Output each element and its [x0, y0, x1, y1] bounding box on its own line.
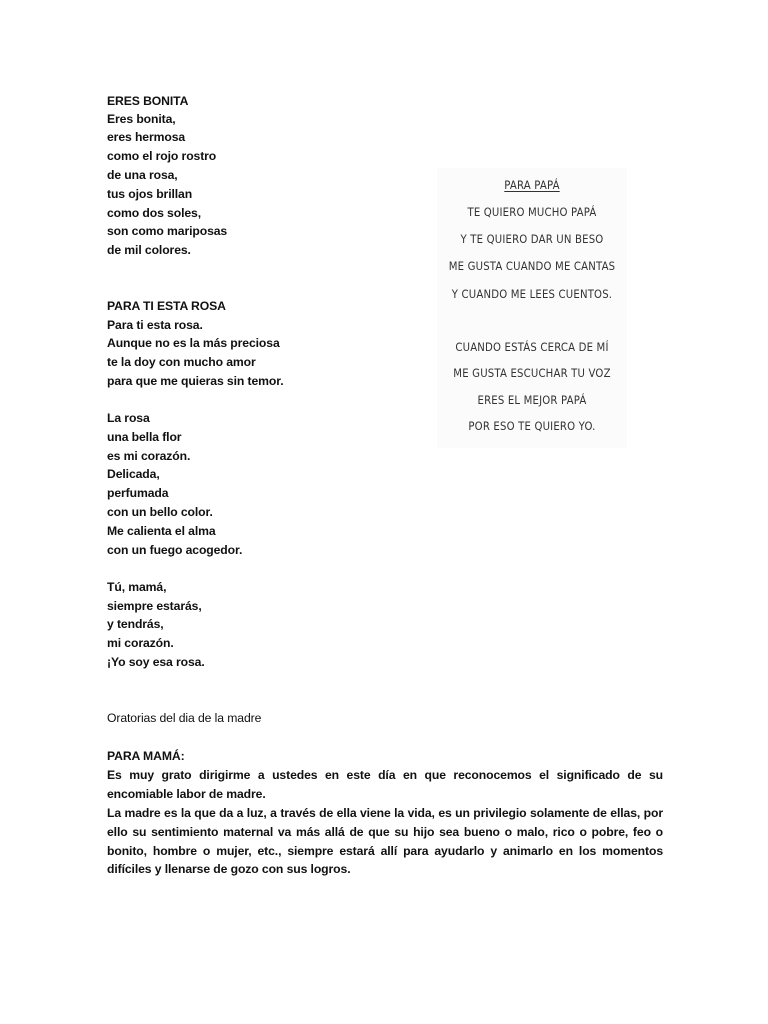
papa-line: ERES EL MEJOR PAPÁ — [477, 393, 587, 407]
papa-line: POR ESO TE QUIERO YO. — [468, 419, 596, 433]
paragraph: Es muy grato dirigirme a ustedes en este día en que reconocemos el significado de su encomiable labor de madre. — [107, 768, 663, 801]
poem-line: eres hermosa — [107, 130, 186, 144]
poem-line: perfumada — [107, 486, 169, 500]
poem-line: Para ti esta rosa. — [107, 318, 203, 332]
section-heading: Oratorias del dia de la madre — [107, 711, 262, 725]
poem-line: y tendrás, — [107, 617, 164, 631]
poem-line: como dos soles, — [107, 206, 201, 220]
poem-line: como el rojo rostro — [107, 149, 217, 163]
poem-line: ¡Yo soy esa rosa. — [107, 655, 205, 669]
poem-line: te la doy con mucho amor — [107, 355, 256, 369]
poem-line: La rosa — [107, 411, 150, 425]
poem-title: ERES BONITA — [107, 94, 189, 108]
poem-line: Aunque no es la más preciosa — [107, 336, 280, 350]
poem-line: con un bello color. — [107, 505, 213, 519]
poem-line: Tú, mamá, — [107, 580, 167, 594]
papa-title: PARA PAPÁ — [504, 178, 560, 192]
papa-line: ME GUSTA ESCUCHAR TU VOZ — [453, 366, 611, 380]
poem-line: son como mariposas — [107, 224, 228, 238]
poem-line: de una rosa, — [107, 168, 178, 182]
papa-line: ME GUSTA CUANDO ME CANTAS — [448, 259, 616, 273]
poem-line: siempre estarás, — [107, 599, 202, 613]
papa-line: Y CUANDO ME LEES CUENTOS. — [451, 287, 613, 301]
papa-line: TE QUIERO MUCHO PAPÁ — [467, 205, 597, 219]
poem-line: una bella flor — [107, 430, 182, 444]
poem-line: Eres bonita, — [107, 112, 176, 126]
poem-title: PARA TI ESTA ROSA — [107, 299, 226, 313]
poem-line: Me calienta el alma — [107, 524, 216, 538]
poem-line: con un fuego acogedor. — [107, 543, 243, 557]
poem-line: mi corazón. — [107, 636, 174, 650]
poem-line: tus ojos brillan — [107, 187, 193, 201]
poem-line: es mi corazón. — [107, 449, 191, 463]
paragraph: La madre es la que da a luz, a través de ella viene la vida, es un privilegio solamente de ellas, por ello su sentimiento maternal va más allá de que su hijo sea bueno o malo, rico o pobre, feo o bonito, hombre o mujer, etc., siempre estará allí para ayudarlo y animarlo en los momentos difíciles y llenarse de gozo con sus logros. — [107, 806, 663, 877]
papa-line: Y TE QUIERO DAR UN BESO — [460, 232, 604, 246]
poem-line: para que me quieras sin temor. — [107, 374, 284, 388]
poem-line: Delicada, — [107, 467, 160, 481]
section-subtitle: PARA MAMÁ: — [107, 749, 185, 763]
papa-line: CUANDO ESTÁS CERCA DE MÍ — [455, 340, 609, 354]
para-papa-image — [437, 168, 627, 448]
poem-line: de mil colores. — [107, 243, 191, 257]
